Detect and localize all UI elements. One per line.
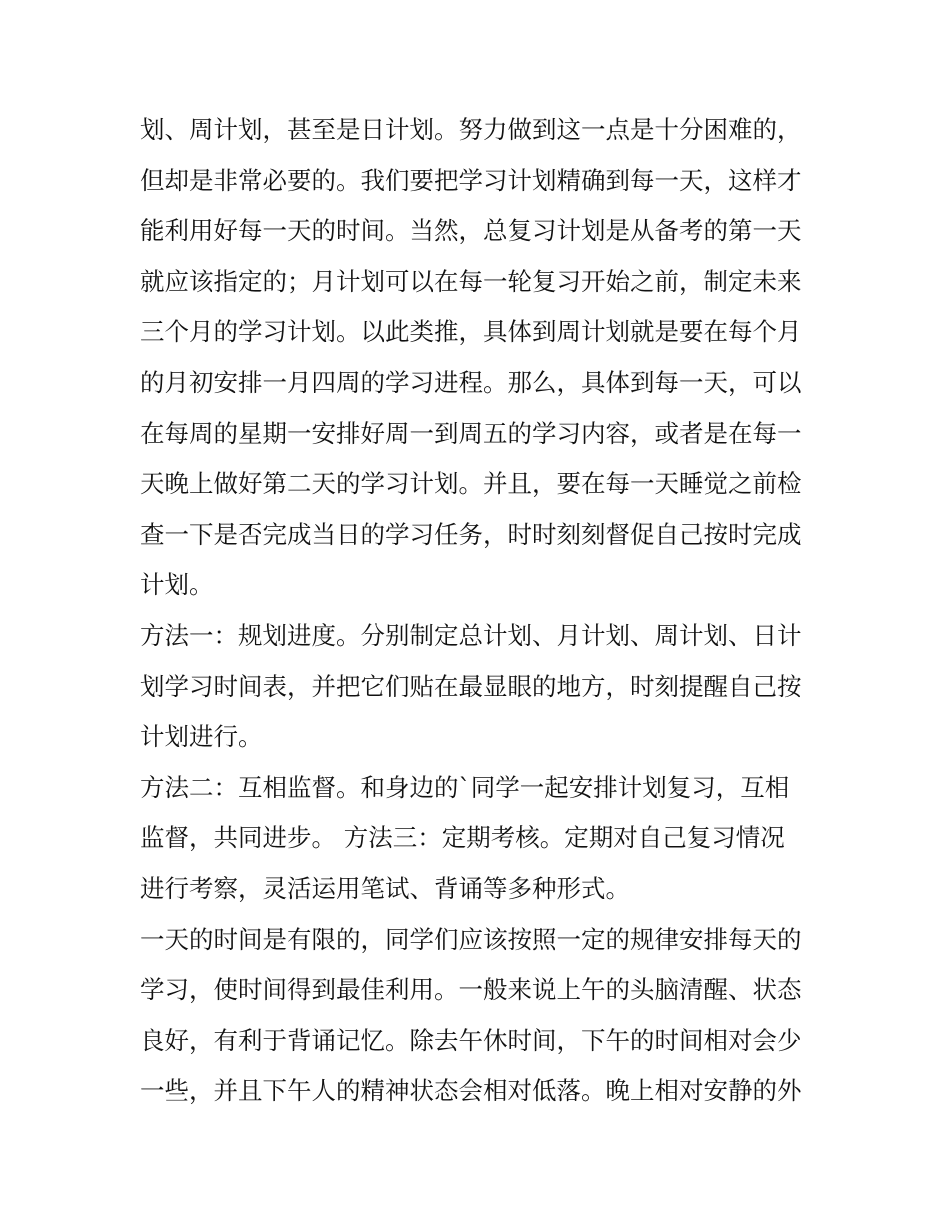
method-two-line: 方法二：互相监督。和身边的`同学一起安排计划复习，互相: [140, 772, 790, 802]
text-line: 能利用好每一天的时间。当然，总复习计划是从备考的第一天: [140, 216, 802, 246]
text-line: 计划进行。: [140, 722, 263, 752]
text-line: 查一下是否完成当日的学习任务，时时刻刻督促自己按时完成: [140, 519, 802, 549]
text-line: 进行考察，灵活运用笔试、背诵等多种形式。: [140, 873, 630, 903]
text-line: 良好，有利于背诵记忆。除去午休时间，下午的时间相对会少: [140, 1025, 802, 1055]
text-line: 计划。: [140, 570, 214, 600]
text-line: 天晚上做好第二天的学习计划。并且，要在每一天睡觉之前检: [140, 469, 802, 499]
text-line: 学习，使时间得到最佳利用。一般来说上午的头脑清醒、状态: [140, 975, 802, 1005]
text-line: 三个月的学习计划。以此类推，具体到周计划就是要在每个月: [140, 317, 802, 347]
text-line: 但却是非常必要的。我们要把学习计划精确到每一天，这样才: [140, 165, 802, 195]
text-line: 在每周的星期一安排好周一到周五的学习内容，或者是在每一: [140, 418, 802, 448]
text-line: 就应该指定的；月计划可以在每一轮复习开始之前，制定未来: [140, 266, 802, 296]
text-line: 监督，共同进步。 方法三：定期考核。定期对自己复习情况: [140, 823, 785, 853]
method-one-line: 方法一：规划进度。分别制定总计划、月计划、周计划、日计: [140, 620, 802, 650]
text-line: 划学习时间表，并把它们贴在最显眼的地方，时刻提醒自己按: [140, 671, 802, 701]
document-body: [140, 105, 820, 1117]
text-line: 划、周计划，甚至是日计划。努力做到这一点是十分困难的，: [140, 115, 802, 144]
text-line: 一天的时间是有限的，同学们应该按照一定的规律安排每天的: [140, 924, 802, 954]
text-line: 的月初安排一月四周的学习进程。那么，具体到每一天，可以: [140, 367, 802, 397]
text-line: 一些，并且下午人的精神状态会相对低落。晚上相对安静的外: [140, 1076, 802, 1106]
